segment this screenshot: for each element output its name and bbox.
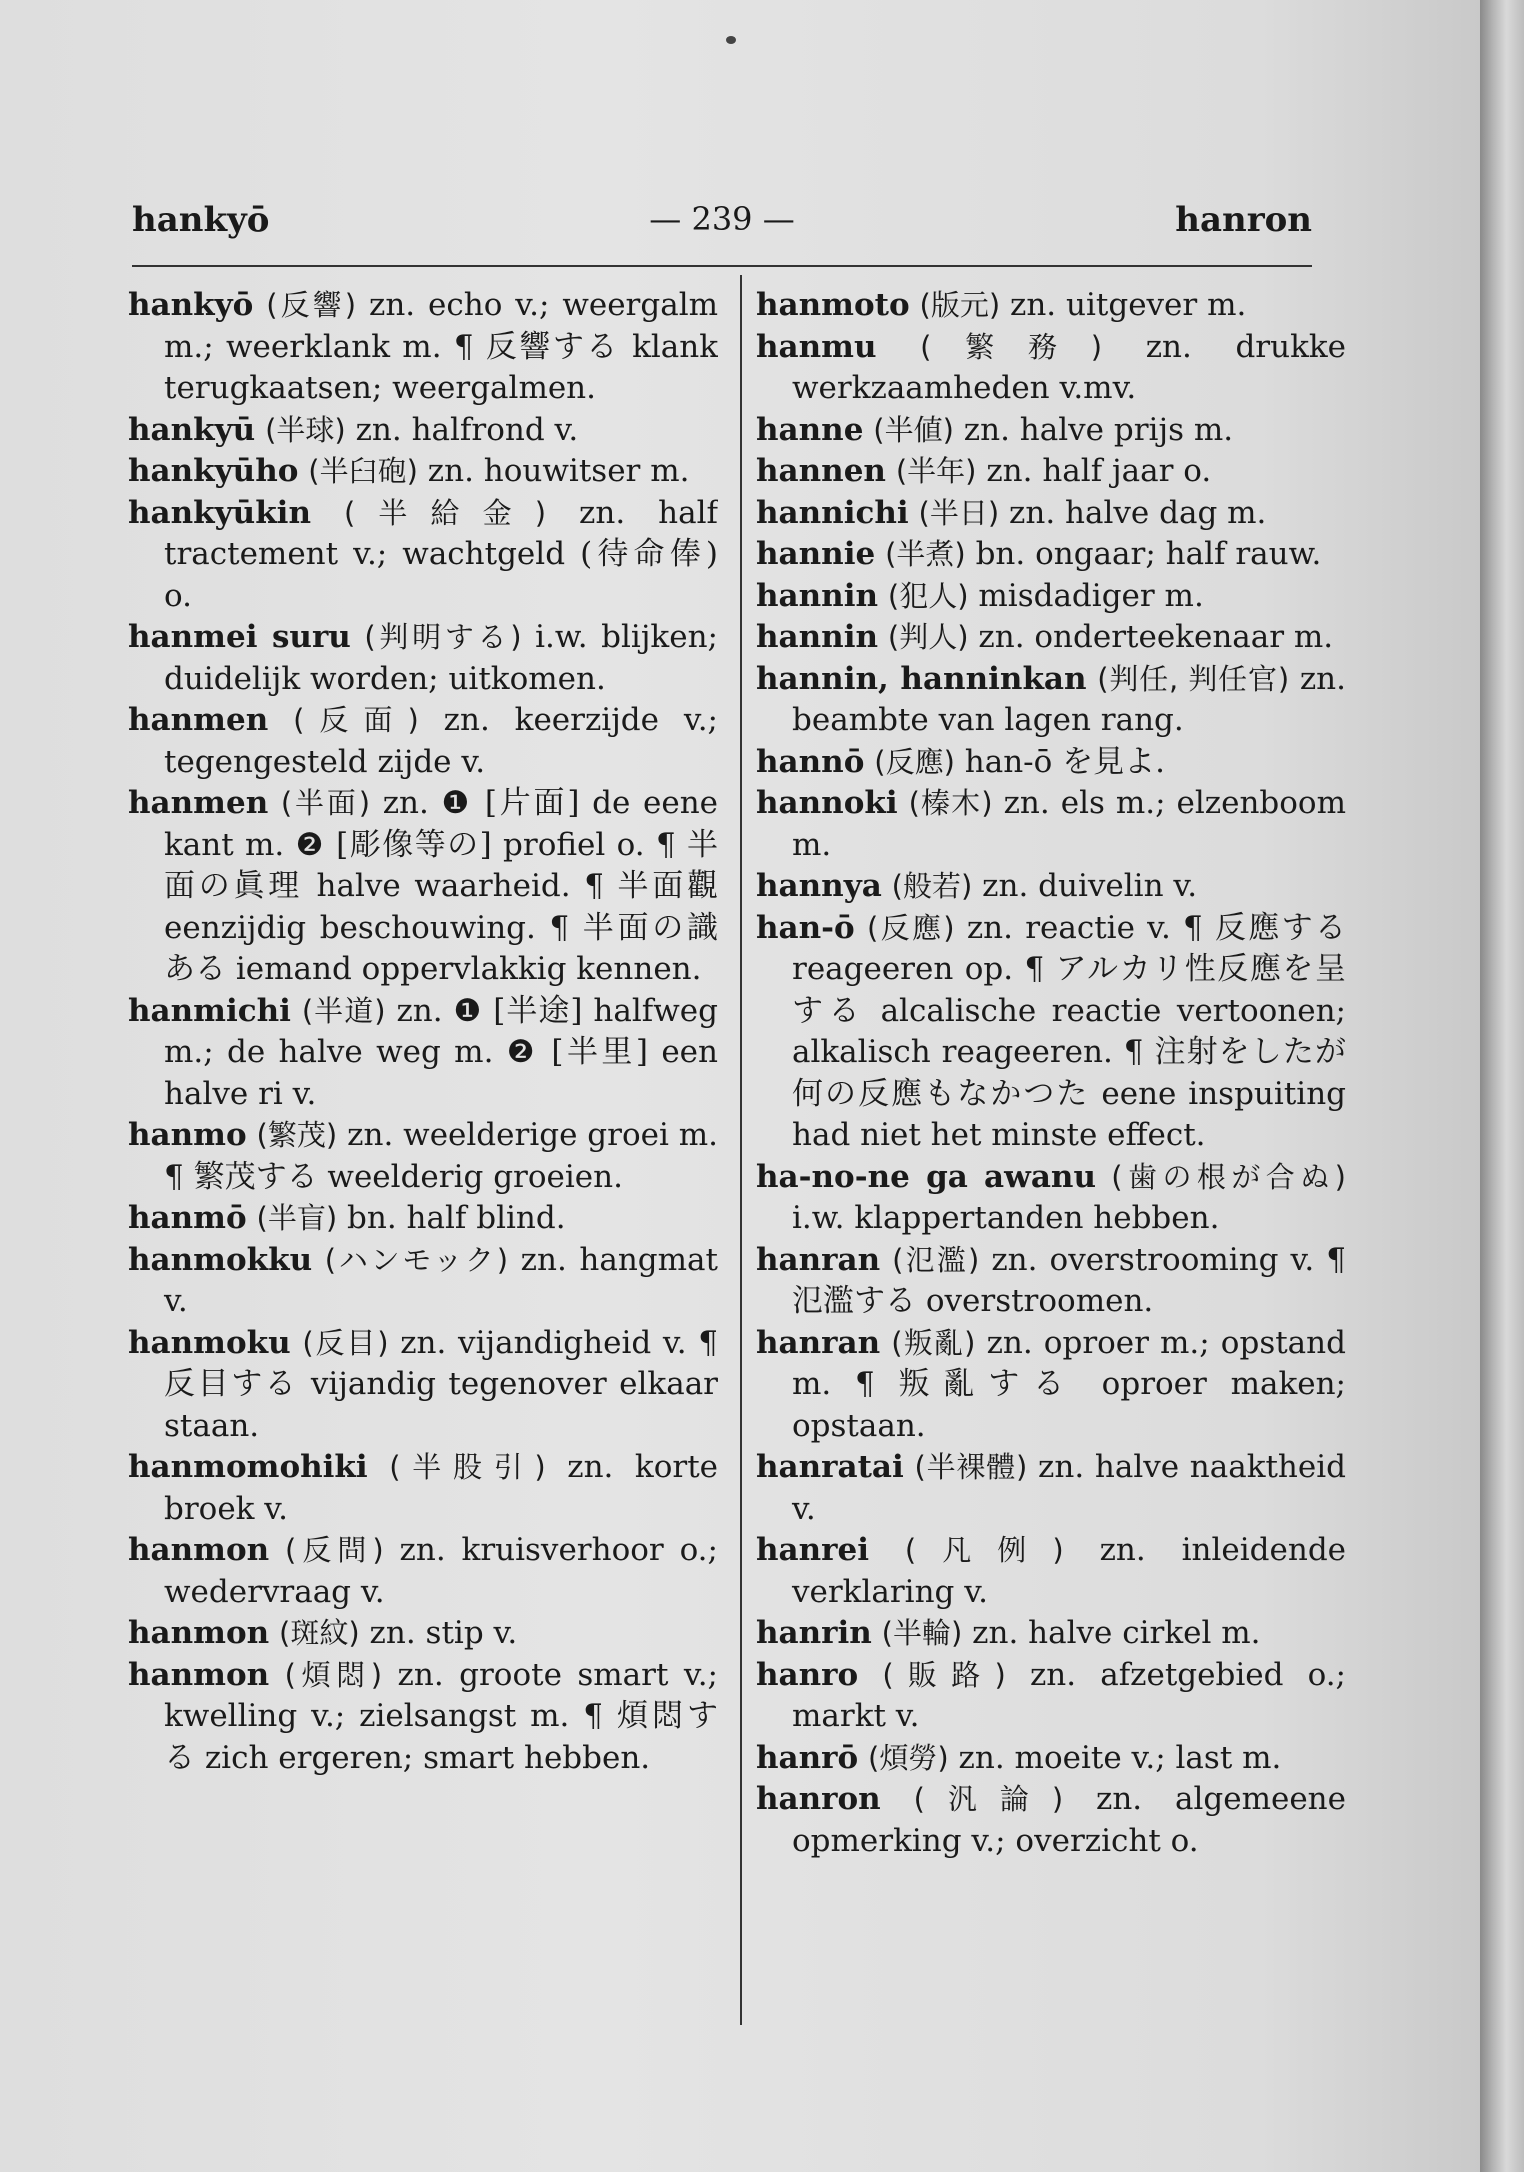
entry-kanji: (氾濫) <box>892 1242 980 1277</box>
entry-kanji: (半盲) <box>256 1201 338 1235</box>
entry-kanji: (半輪) <box>881 1616 963 1650</box>
entry-kanji: (汎論) <box>913 1782 1064 1816</box>
entry-definition: zn. els m.; elzenboom m. <box>792 785 1346 863</box>
entry-kanji: (般若) <box>891 869 973 903</box>
dictionary-entry <box>756 1779 1346 1862</box>
entry-kanji: (反問) <box>285 1533 384 1567</box>
entry-headword: hanmō <box>128 1200 247 1236</box>
dictionary-entry <box>756 866 1346 908</box>
entry-definition: zn. stip v. <box>369 1615 518 1651</box>
entry-kanji: (ハンモック) <box>324 1242 509 1277</box>
entry-definition: zn. keerzijde v.; tegengesteld zijde v. <box>164 702 718 780</box>
dictionary-entry <box>128 991 718 1116</box>
dictionary-entry <box>756 1447 1346 1530</box>
entry-definition: bn. ongaar; half rauw. <box>975 536 1322 572</box>
dictionary-entry <box>128 700 718 783</box>
entry-kanji: (犯人) <box>887 578 969 613</box>
entry-headword: hankyō <box>128 287 254 323</box>
entry-headword: hannie <box>756 536 876 572</box>
entry-headword: hanmokku <box>128 1241 313 1278</box>
entry-definition: zn. inleidende verklaring v. <box>792 1532 1346 1610</box>
dictionary-entry <box>756 742 1346 784</box>
page-number: — 239 — <box>649 200 795 238</box>
dictionary-entry <box>756 617 1346 659</box>
entry-headword: ha-no-ne ga awanu <box>756 1158 1096 1195</box>
dictionary-entry <box>756 493 1346 535</box>
ink-speck <box>726 36 736 44</box>
dictionary-entry <box>128 1240 718 1323</box>
book-page-edge <box>1480 0 1524 2172</box>
entry-definition: zn. onderteekenaar m. <box>978 619 1334 655</box>
entry-definition: zn. vijandigheid v. ¶ 反目する vijandig tegenover elkaar staan. <box>164 1324 718 1444</box>
entry-definition: zn. halve cirkel m. <box>972 1615 1261 1651</box>
entry-kanji: (版元) <box>919 288 1001 322</box>
dictionary-entry <box>756 534 1346 576</box>
entry-headword: hanmichi <box>128 992 291 1029</box>
entry-headword: hannen <box>756 453 886 489</box>
entry-kanji: (半年) <box>895 454 977 488</box>
entry-kanji: (反應) <box>874 744 955 779</box>
entry-headword: hankyūho <box>128 453 299 489</box>
entry-kanji: (半臼砲) <box>308 454 418 488</box>
entry-headword: hanmoku <box>128 1324 291 1361</box>
entry-kanji: (半面) <box>280 786 371 820</box>
entry-definition: zn. beambte van lagen rang. <box>792 660 1346 738</box>
entry-headword: hannin <box>756 619 879 655</box>
entry-definition: misdadiger m. <box>978 577 1204 614</box>
entry-definition: zn. uitgever m. <box>1010 287 1247 323</box>
entry-kanji: (半給金) <box>343 495 547 530</box>
dictionary-entry <box>756 659 1346 742</box>
entry-definition: i.w. klappertanden hebben. <box>792 1200 1220 1236</box>
entry-headword: hannō <box>756 743 865 780</box>
entry-definition: zn. reactie v. ¶ 反應する reageeren op. ¶ アルカリ性反應を呈する alcalische reactie vertoonen; alkalisch reageeren. ¶ 注射をしたが何の反應もなかつた eene inspuiting had niet het minste effect. <box>792 909 1346 1153</box>
entry-definition: zn. halve prijs m. <box>963 411 1234 448</box>
entry-kanji: (反響) <box>266 288 357 322</box>
entry-headword: hannin <box>756 577 879 614</box>
entry-definition: han-ō を見よ. <box>964 743 1166 780</box>
entry-definition: zn. halfrond v. <box>355 411 579 448</box>
entry-headword: hanratai <box>756 1449 904 1485</box>
header-last-word: hanron <box>1175 200 1312 240</box>
dictionary-entry <box>756 327 1346 410</box>
dictionary-entry <box>756 285 1346 327</box>
entry-headword: hanmomohiki <box>128 1449 368 1485</box>
entry-definition: zn. korte broek v. <box>164 1449 718 1527</box>
dictionary-entry <box>756 1323 1346 1448</box>
entry-definition: zn. algemeene opmerking v.; overzicht o. <box>792 1781 1346 1859</box>
entry-definition: bn. half blind. <box>347 1200 566 1236</box>
header-first-word: hankyō <box>132 200 270 240</box>
entry-definition: zn. groote smart v.; kwelling v.; zielsangst m. ¶ 煩悶する zich ergeren; smart hebben. <box>164 1656 718 1776</box>
entry-headword: hanran <box>756 1241 881 1278</box>
entry-definition: zn. ❶ [片面] de eene kant m. ❷ [彫像等の] profiel o. ¶ 半面の眞理 halve waarheid. ¶ 半面觀 eenzijdig beschouwing. ¶ 半面の識ある iemand oppervlakkig kennen. <box>164 785 718 987</box>
entry-kanji: (半道) <box>301 993 386 1028</box>
entry-definition: zn. duivelin v. <box>982 868 1198 904</box>
dictionary-entry <box>128 1530 718 1613</box>
entry-kanji: (半股引) <box>389 1450 546 1484</box>
entry-kanji: (叛亂) <box>891 1325 976 1360</box>
entry-kanji: (判明する) <box>364 620 522 654</box>
dictionary-entry <box>128 1198 718 1240</box>
left-column <box>128 285 718 2045</box>
entry-definition: zn. afzetgebied o.; markt v. <box>792 1656 1346 1734</box>
entry-headword: han-ō <box>756 909 855 946</box>
entry-headword: hankyū <box>128 411 256 448</box>
entry-kanji: (反應) <box>866 910 955 945</box>
entry-definition: zn. half jaar o. <box>986 453 1212 489</box>
entry-kanji: (反目) <box>302 1325 389 1360</box>
dictionary-entry <box>756 451 1346 493</box>
right-column <box>756 285 1346 2045</box>
entry-headword: hanmen <box>128 702 269 738</box>
entry-kanji: (歯の根が合ぬ) <box>1111 1159 1346 1194</box>
dictionary-entry <box>128 1613 718 1655</box>
entry-definition: zn. overstrooming v. ¶ 氾濫する overstroomen. <box>792 1241 1346 1319</box>
entry-headword: hanran <box>756 1324 881 1361</box>
dictionary-entry <box>128 1115 718 1198</box>
entry-headword: hannin, hanninkan <box>756 660 1087 697</box>
entry-headword: hanrei <box>756 1532 869 1568</box>
entry-headword: hanmei suru <box>128 619 351 655</box>
entry-headword: hannoki <box>756 785 898 821</box>
dictionary-entry <box>756 1240 1346 1323</box>
entry-kanji: (反面) <box>293 703 419 737</box>
dictionary-entry <box>756 1157 1346 1240</box>
entry-headword: hankyūkin <box>128 494 311 531</box>
dictionary-entry <box>128 493 718 618</box>
entry-kanji: (判任, 判任官) <box>1097 661 1290 696</box>
entry-definition: zn. echo v.; weergalm m.; weerklank m. ¶ 反響する klank terugkaatsen; weergalmen. <box>164 287 718 406</box>
entry-kanji: (斑紋) <box>279 1616 360 1650</box>
entry-headword: hanne <box>756 411 864 448</box>
entry-definition: zn. half tractement v.; wachtgeld (待命俸) o. <box>164 494 718 614</box>
entry-headword: hannichi <box>756 494 909 531</box>
dictionary-entry <box>128 617 718 700</box>
dictionary-entry <box>756 1655 1346 1738</box>
entry-headword: hanron <box>756 1781 881 1817</box>
dictionary-entry <box>756 576 1346 618</box>
entry-kanji: (半値) <box>873 412 954 447</box>
entry-kanji: (繁務) <box>920 329 1103 364</box>
entry-definition: i.w. blijken; duidelijk worden; uitkomen. <box>164 619 718 697</box>
entry-definition: zn. halve dag m. <box>1009 494 1267 531</box>
dictionary-entry <box>128 783 718 991</box>
entry-headword: hanrin <box>756 1615 872 1651</box>
dictionary-entry <box>128 1323 718 1448</box>
dictionary-entry <box>128 1447 718 1530</box>
entry-definition: zn. ❶ [半途] halfweg m.; de halve weg m. ❷ [半里] een halve ri v. <box>164 992 718 1112</box>
entry-definition: zn. oproer m.; opstand m. ¶ 叛亂する oproer maken; opstaan. <box>792 1324 1346 1444</box>
entry-kanji: (半日) <box>918 495 1000 530</box>
entry-headword: hanro <box>756 1656 859 1693</box>
dictionary-entry <box>128 285 718 410</box>
entry-headword: hanmu <box>756 328 877 365</box>
entry-kanji: (半球) <box>265 412 346 447</box>
entry-definition: zn. moeite v.; last m. <box>958 1739 1282 1776</box>
entry-kanji: (繁茂) <box>256 1118 338 1152</box>
entry-definition: zn. houwitser m. <box>427 453 690 489</box>
dictionary-entry <box>756 1738 1346 1780</box>
entry-kanji: (販路) <box>882 1657 1006 1692</box>
dictionary-entry <box>756 783 1346 866</box>
entry-kanji: (判人) <box>887 620 969 654</box>
dictionary-entry <box>756 1613 1346 1655</box>
entry-headword: hanmon <box>128 1615 270 1651</box>
dictionary-entry <box>128 410 718 452</box>
page-header <box>132 200 1312 260</box>
entry-headword: hanmon <box>128 1532 270 1568</box>
entry-headword: hanmo <box>128 1117 247 1153</box>
entry-kanji: (半煮) <box>885 537 966 571</box>
entry-headword: hanmen <box>128 785 269 821</box>
dictionary-entry <box>128 1655 718 1780</box>
dictionary-entry <box>756 410 1346 452</box>
entry-headword: hannya <box>756 868 882 904</box>
dictionary-entry <box>756 1530 1346 1613</box>
entry-kanji: (榛木) <box>908 786 993 820</box>
entry-definition: zn. drukke werkzaamheden v.mv. <box>792 328 1346 406</box>
entry-kanji: (凡例) <box>904 1533 1064 1567</box>
entry-definition: zn. weelderige groei m. ¶ 繁茂する weelderig groeien. <box>164 1117 718 1195</box>
entry-headword: hanmon <box>128 1656 270 1693</box>
column-divider <box>740 275 742 2025</box>
entry-kanji: (煩勞) <box>868 1740 949 1775</box>
dictionary-entry <box>756 908 1346 1157</box>
entry-definition: zn. kruisverhoor o.; wedervraag v. <box>164 1532 718 1610</box>
entry-headword: hanrō <box>756 1739 859 1776</box>
entry-kanji: (半裸體) <box>914 1450 1028 1484</box>
entry-definition: zn. halve naaktheid v. <box>792 1449 1346 1527</box>
entry-definition: zn. hangmat v. <box>164 1241 718 1319</box>
dictionary-entry <box>128 451 718 493</box>
header-rule <box>132 265 1312 267</box>
entry-headword: hanmoto <box>756 287 910 323</box>
entry-kanji: (煩悶) <box>284 1657 383 1692</box>
